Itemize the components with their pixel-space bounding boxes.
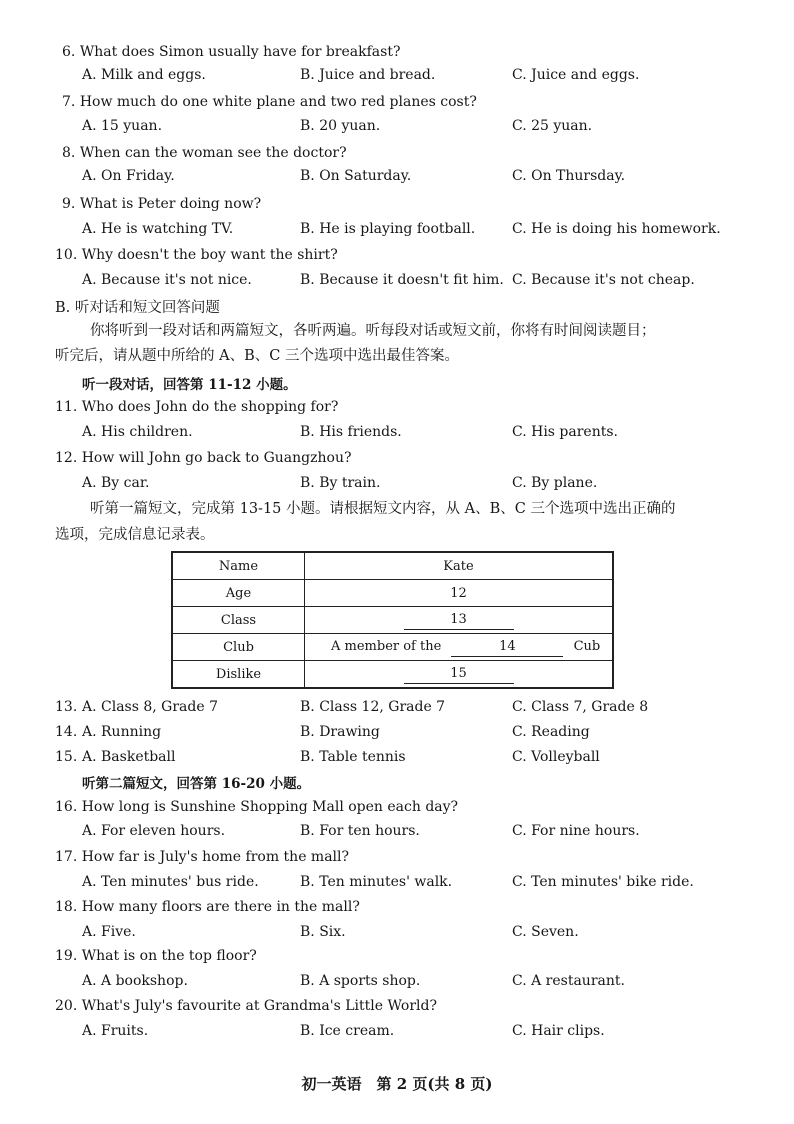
option-b: B. Drawing [300, 724, 380, 740]
option-c: C. Volleyball [512, 749, 600, 765]
option-c: C. For nine hours. [512, 823, 640, 839]
section-b-intro-line1: 你将听到一段对话和两篇短文，各听两遍。听每段对话或短文前，你将有时间阅读题目； [90, 323, 656, 339]
question-text: Who does John do the shopping for? [81, 399, 339, 415]
option-c: C. A restaurant. [512, 973, 625, 989]
question-number: 9. [62, 196, 76, 212]
table-label: Age [172, 580, 305, 607]
option-c: C. Because it's not cheap. [512, 272, 695, 288]
question-text: How many floors are there in the mall? [81, 899, 360, 915]
option-c: C. 25 yuan. [512, 118, 593, 134]
option-c: C. Class 7, Grade 8 [512, 699, 649, 715]
question-number: 16. [55, 799, 78, 815]
question-number: 11. [55, 399, 78, 415]
option-b: B. He is playing football. [300, 221, 476, 237]
option-b: B. Class 12, Grade 7 [300, 699, 446, 715]
option-c: C. On Thursday. [512, 168, 626, 184]
question-number: 15. [55, 749, 78, 765]
page-footer: 初一英语 第 2 页(共 8 页) [301, 1075, 493, 1093]
question-number: 7. [62, 94, 76, 110]
question-number: 19. [55, 948, 78, 964]
question-number: 10. [55, 247, 78, 263]
club-prefix: A member of the [331, 638, 442, 654]
question-text: Why doesn't the boy want the shirt? [81, 247, 338, 263]
answer-blank-15: 15 [404, 665, 514, 684]
option-a: A. For eleven hours. [82, 823, 226, 839]
option-b: B. 20 yuan. [300, 118, 381, 134]
question-number: 14. [55, 724, 78, 740]
option-b: B. Because it doesn't fit him. [300, 272, 504, 288]
option-a: A. Class 8, Grade 7 [82, 699, 219, 715]
option-a: A. Because it's not nice. [82, 272, 252, 288]
question-text: What's July's favourite at Grandma's Little World? [81, 998, 437, 1014]
option-a: A. He is watching TV. [82, 221, 234, 237]
option-c: C. Seven. [512, 924, 579, 940]
option-a: A. Milk and eggs. [82, 67, 206, 83]
table-row [172, 580, 613, 607]
option-b: B. For ten hours. [300, 823, 420, 839]
section-b-title: B. 听对话和短文回答问题 [55, 300, 220, 316]
option-b: B. His friends. [300, 424, 402, 440]
dialogue-note: 听一段对话，回答第 11-12 小题。 [82, 377, 297, 393]
table-label: Class [172, 607, 305, 634]
answer-blank-14: 14 [451, 638, 563, 657]
option-a: A. 15 yuan. [82, 118, 163, 134]
table-cell [305, 661, 614, 689]
option-a: A. A bookshop. [82, 973, 188, 989]
table-row [172, 552, 613, 580]
option-a: A. Fruits. [82, 1023, 149, 1039]
option-a: A. Basketball [82, 749, 176, 765]
option-a: A. On Friday. [82, 168, 175, 184]
option-a: A. His children. [82, 424, 193, 440]
club-suffix: Cub [573, 638, 601, 654]
table-cell [305, 634, 614, 661]
option-b: B. By train. [300, 475, 381, 491]
passage1-instruction-line2: 选项，完成信息记录表。 [55, 527, 215, 543]
question-text: How much do one white plane and two red planes cost? [79, 94, 477, 110]
option-b: B. A sports shop. [300, 973, 421, 989]
option-c: C. Reading [512, 724, 590, 740]
answer-blank-13: 13 [404, 611, 514, 630]
table-value: Kate [305, 552, 614, 580]
question-number: 6. [62, 44, 76, 60]
question-text: How long is Sunshine Shopping Mall open each day? [81, 799, 459, 815]
option-a: A. Five. [82, 924, 136, 940]
option-b: B. Six. [300, 924, 346, 940]
passage1-instruction-line1: 听第一篇短文，完成第 13-15 小题。请根据短文内容，从 A、B、C 三个选项中选出正确的 [90, 501, 676, 517]
question-text: What does Simon usually have for breakfast? [79, 44, 401, 60]
option-b: B. Juice and bread. [300, 67, 436, 83]
option-a: A. Ten minutes' bus ride. [82, 874, 259, 890]
option-a: A. By car. [82, 475, 150, 491]
question-text: When can the woman see the doctor? [79, 145, 347, 161]
info-record-table [171, 551, 614, 689]
question-number: 12. [55, 450, 78, 466]
question-number: 20. [55, 998, 78, 1014]
question-number: 8. [62, 145, 76, 161]
option-b: B. Table tennis [300, 749, 406, 765]
table-label: Dislike [172, 661, 305, 689]
option-c: C. Ten minutes' bike ride. [512, 874, 694, 890]
table-label: Club [172, 634, 305, 661]
question-text: What is on the top floor? [81, 948, 257, 964]
option-c: C. He is doing his homework. [512, 221, 721, 237]
question-number: 18. [55, 899, 78, 915]
option-c: C. His parents. [512, 424, 618, 440]
question-text: How will John go back to Guangzhou? [81, 450, 352, 466]
option-c: C. Hair clips. [512, 1023, 605, 1039]
passage2-note: 听第二篇短文，回答第 16-20 小题。 [82, 776, 311, 792]
table-label: Name [172, 552, 305, 580]
table-row [172, 661, 613, 689]
question-text: What is Peter doing now? [79, 196, 262, 212]
table-value: 12 [305, 580, 614, 607]
table-cell [305, 607, 614, 634]
option-b: B. Ten minutes' walk. [300, 874, 453, 890]
option-b: B. On Saturday. [300, 168, 412, 184]
option-c: C. By plane. [512, 475, 598, 491]
table-row [172, 634, 613, 661]
option-a: A. Running [82, 724, 162, 740]
table-row [172, 607, 613, 634]
option-b: B. Ice cream. [300, 1023, 395, 1039]
section-b-intro-line2: 听完后，请从题中所给的 A、B、C 三个选项中选出最佳答案。 [55, 348, 459, 364]
question-text: How far is July's home from the mall? [81, 849, 350, 865]
question-number: 13. [55, 699, 78, 715]
option-c: C. Juice and eggs. [512, 67, 640, 83]
question-number: 17. [55, 849, 78, 865]
